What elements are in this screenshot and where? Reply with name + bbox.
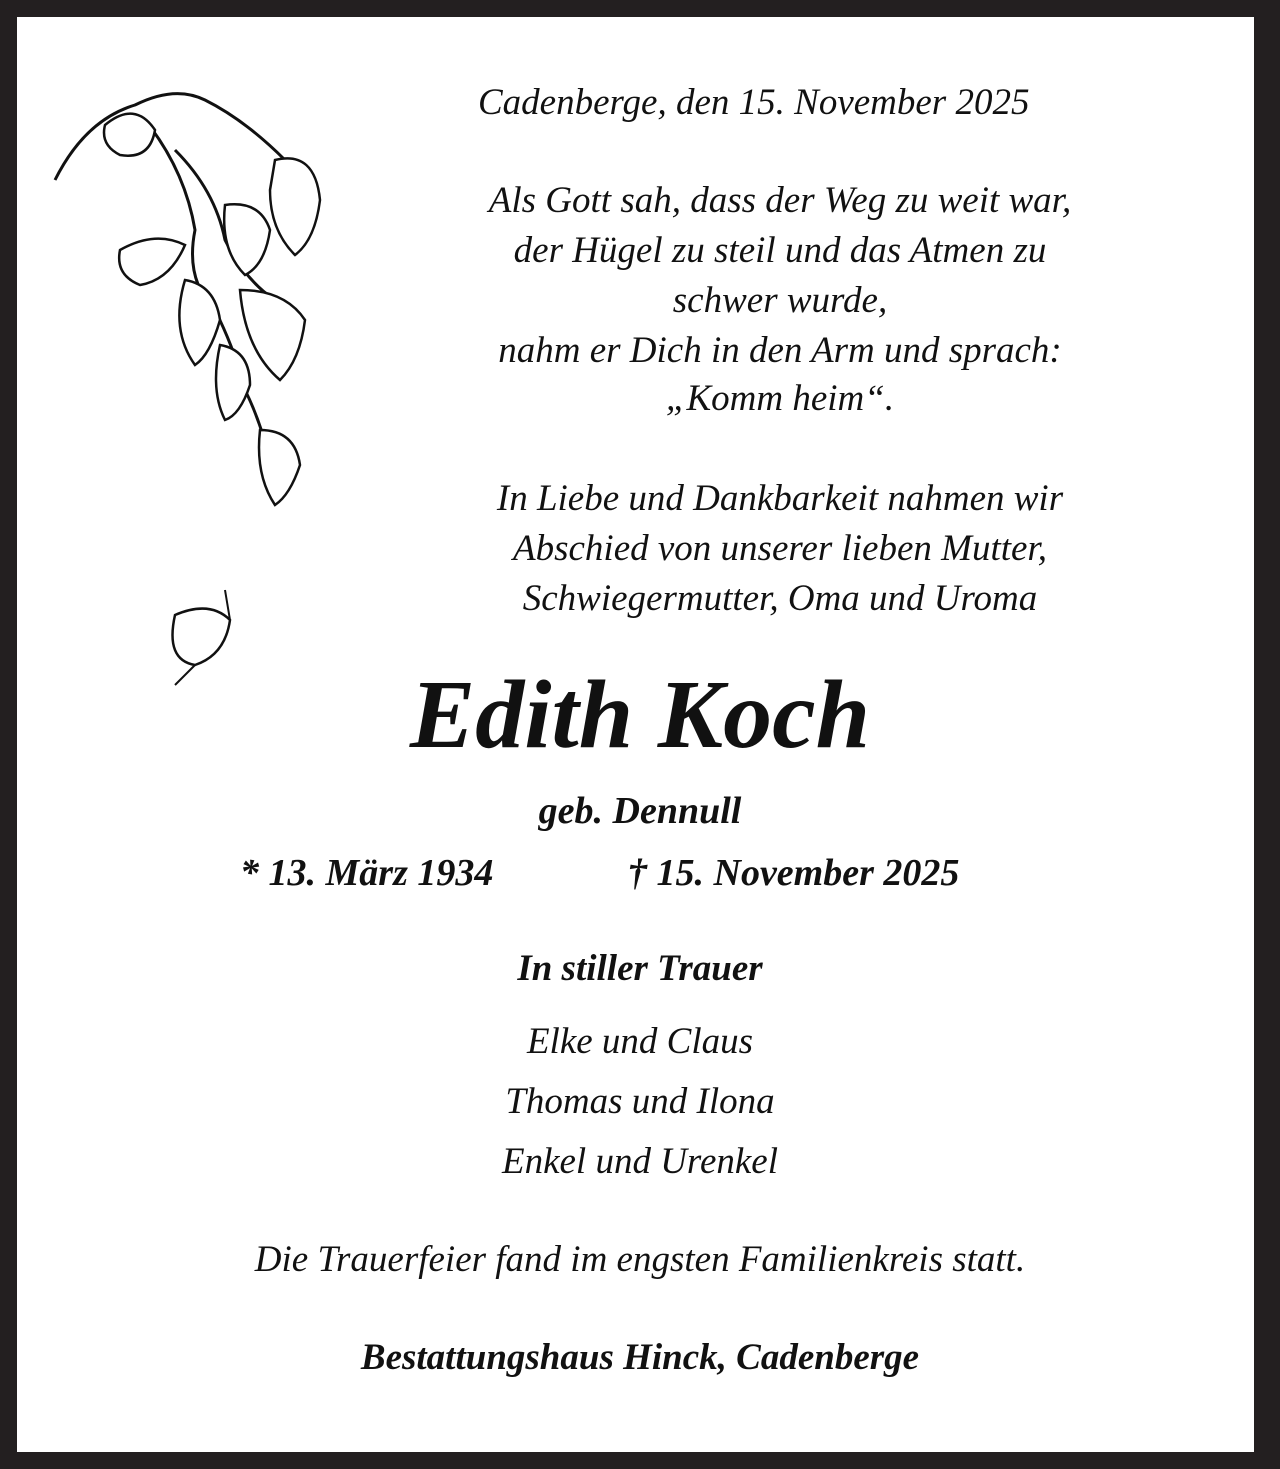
date-place: Cadenberge, den 15. November 2025: [478, 82, 1030, 123]
death-date: † 15. November 2025: [628, 852, 960, 894]
birth-date: * 13. März 1934: [240, 852, 494, 894]
intro-line: In Liebe und Dankbarkeit nahmen wir: [496, 478, 1064, 519]
poem-line: der Hügel zu steil und das Atmen zu: [513, 230, 1047, 271]
mourner: Elke und Claus: [526, 1021, 754, 1062]
funeral-home: Bestattungshaus Hinck, Cadenberge: [360, 1337, 920, 1378]
mourning-heading: In stiller Trauer: [517, 948, 763, 989]
poem-line: schwer wurde,: [672, 280, 888, 321]
funeral-note: Die Trauerfeier fand im engsten Familienkreis statt.: [254, 1239, 1026, 1280]
birch-branch-illustration: [45, 80, 345, 700]
mourner: Thomas und Ilona: [505, 1081, 775, 1122]
intro-line: Abschied von unserer lieben Mutter,: [513, 528, 1047, 569]
poem-line: „Komm heim“.: [665, 378, 895, 419]
intro-line: Schwiegermutter, Oma und Uroma: [522, 578, 1038, 619]
poem-line: nahm er Dich in den Arm und sprach:: [498, 330, 1062, 371]
deceased-name: Edith Koch: [409, 661, 871, 769]
maiden-name: geb. Dennull: [538, 790, 742, 832]
poem-line: Als Gott sah, dass der Weg zu weit war,: [488, 180, 1072, 221]
mourner: Enkel und Urenkel: [501, 1141, 779, 1182]
